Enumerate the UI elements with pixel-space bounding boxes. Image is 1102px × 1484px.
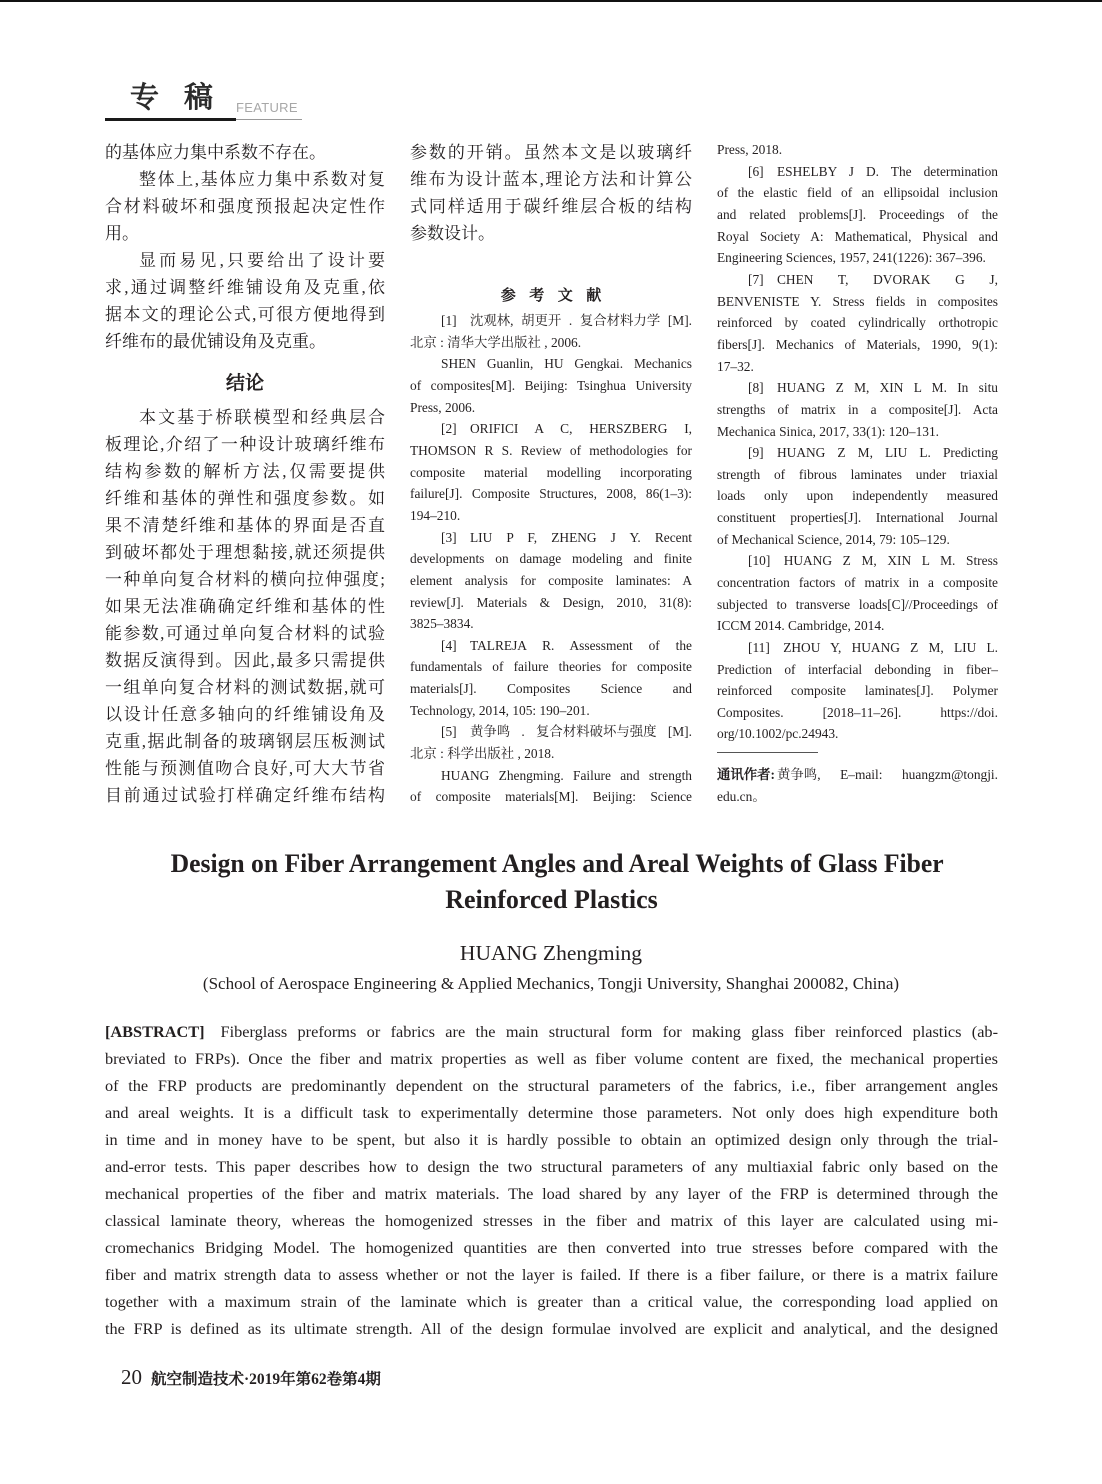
reference-line: [410, 332, 692, 354]
reference-entry: [410, 765, 692, 808]
line-text: Engineering Sciences, 1957, 241(1226): 367–396.: [717, 250, 986, 266]
text-line: [105, 220, 385, 247]
reference-line: [410, 613, 692, 635]
text-line: [105, 674, 385, 701]
line-text: loads only upon independently measured: [717, 488, 998, 504]
reference-line: [717, 572, 998, 594]
text-line: [105, 539, 385, 566]
text-column-left: [105, 139, 389, 809]
reference-line: [717, 464, 998, 486]
abstract-label: [ABSTRACT]: [105, 1021, 205, 1041]
line-text: edu.cn。: [717, 788, 766, 804]
journal-issue: 航空制造技术·2019年第62卷第4期: [151, 1371, 381, 1388]
line-text: 性能与预测值吻合良好,可大大节省: [105, 758, 387, 778]
reference-line: [410, 505, 692, 527]
line-text: HUANG Zhengming. Failure and strength: [441, 767, 692, 783]
reference-entry: [717, 637, 998, 745]
reference-line: [717, 507, 998, 529]
line-text: Press, 2006.: [410, 399, 476, 415]
text-line: [105, 485, 385, 512]
text-line: [105, 620, 385, 647]
line-text: 据本文的理论公式,可很方便地得到: [105, 304, 387, 324]
text-line: [105, 782, 385, 809]
text-line: [105, 458, 388, 485]
reference-line: [410, 570, 692, 592]
text-line: [105, 728, 385, 755]
abstract-line: [105, 1153, 998, 1180]
author-name: HUANG Zhengming: [459, 941, 643, 965]
reference-line: [717, 529, 998, 551]
line-text: 参数的开销。虽然本文是以玻璃纤: [410, 142, 694, 162]
reference-entry: [410, 635, 692, 722]
abstract-line: [105, 1288, 998, 1315]
line-text: 求,通过调整纤维铺设角及克重,依: [105, 277, 388, 297]
abstract-line: [105, 1180, 998, 1207]
line-text: and areal weights. It is a difficult task to experimentally determine those parameters. Not only does high expenditure both: [105, 1102, 998, 1122]
page-footer: [121, 1363, 381, 1394]
paragraph: [105, 166, 385, 247]
text-line: [105, 247, 389, 274]
line-text: breviated to FRPs). Once the fiber and matrix properties as well as fiber volume content are fixed, the mechanical properties: [105, 1048, 998, 1068]
line-text: [6] ESHELBY J D. The determination: [748, 163, 998, 179]
text-line: [105, 593, 385, 620]
abstract-line: [105, 1126, 998, 1153]
line-text: org/10.1002/pc.24943.: [717, 726, 839, 742]
abstract-line: [105, 1099, 998, 1126]
line-text: reinforced by coated cylindrically orthotropic: [717, 315, 998, 331]
reference-entry: [410, 353, 692, 418]
line-text: 目前通过试验打样确定纤维布结构: [105, 785, 387, 805]
text-line: [105, 166, 385, 193]
abstract-line: [105, 1072, 998, 1099]
text-line: [105, 274, 388, 301]
line-text: Technology, 2014, 105: 190–201.: [410, 702, 590, 718]
line-text: [7] CHEN T, DVORAK G J,: [748, 272, 998, 288]
reference-line: [410, 721, 692, 743]
text-line: [105, 701, 385, 728]
text-line: [105, 755, 385, 782]
line-text: 结构参数的解析方法,仅需要提供: [105, 461, 388, 481]
line-text: 北京 : 科学出版社 , 2018.: [410, 746, 555, 761]
line-text: 克重,据此制备的玻璃钢层压板测试: [105, 731, 387, 751]
line-text: Composites. [2018–11–26]. https://doi.: [717, 704, 998, 720]
abstract-line: [105, 1018, 998, 1045]
text-line: [410, 166, 692, 193]
corresponding-author-note: [717, 764, 998, 807]
reference-line: [717, 356, 998, 378]
line-text: strength of fibrous laminates under triaxial: [717, 466, 998, 482]
line-text: failure[J]. Composite Structures, 2008, 86(1–3):: [410, 486, 692, 502]
reference-line: [717, 182, 998, 204]
abstract-line: [105, 1315, 998, 1342]
line-text: [10] HUANG Z M, XIN L M. Stress: [748, 553, 998, 569]
line-text: ICCM 2014. Cambridge, 2014.: [717, 618, 885, 634]
section-label: 专稿: [130, 82, 239, 114]
line-text: 整体上,基体应力集中系数对复: [139, 169, 387, 189]
reference-entry: [717, 139, 998, 161]
references-heading: 参考文献: [500, 287, 615, 304]
reference-line: [717, 702, 998, 724]
reference-line: [410, 462, 692, 484]
section-label-english: FEATURE: [236, 100, 298, 115]
line-text: [11] ZHOU Y, HUANG Z M, LIU L.: [748, 639, 998, 655]
reference-line: [717, 421, 998, 443]
paragraph: [105, 247, 389, 355]
text-line: [105, 139, 385, 166]
reference-line: [410, 678, 692, 700]
reference-line: [410, 786, 692, 808]
section-label-rule: [236, 119, 302, 120]
line-text: review[J]. Materials & Design, 2010, 31(8):: [410, 594, 692, 610]
text-line: [410, 139, 692, 166]
line-text: of composite materials[M]. Beijing: Science: [410, 789, 692, 805]
line-text: 维布为设计蓝本,理论方法和计算公: [410, 169, 694, 189]
reference-line: [410, 375, 692, 397]
line-text: BENVENISTE Y. Stress fields in composites: [717, 293, 998, 309]
line-text: mechanical properties of the fiber and matrix materials. The load shared by any layer of the FRP is determined through the: [105, 1183, 998, 1203]
reference-line: [717, 139, 998, 161]
section-heading: 结论: [225, 372, 264, 394]
paragraph: [105, 139, 385, 166]
line-text: 纤维布的最优铺设角及克重。: [105, 331, 326, 351]
line-text: together with a maximum strain of the laminate which is greater than a critical value, the corresponding load applied on: [105, 1291, 998, 1311]
line-text: [3] LIU P F, ZHENG J Y. Recent: [441, 529, 692, 545]
reference-line: [410, 483, 692, 505]
reference-line: [410, 743, 692, 765]
reference-entry: [717, 161, 998, 269]
text-line: [410, 220, 692, 247]
line-text: 17–32.: [717, 358, 754, 374]
line-text: 板理论,介绍了一种设计玻璃纤维布: [105, 434, 387, 454]
section-label-bar: [105, 118, 236, 121]
line-text: 数据反演得到。因此,最多只需提供: [105, 650, 387, 670]
reference-line: [717, 312, 998, 334]
line-text: Press, 2018.: [717, 142, 783, 158]
text-line: [105, 566, 385, 593]
text-line: [105, 404, 388, 431]
reference-line: [717, 659, 998, 681]
line-text: [9] HUANG Z M, LIU L. Predicting: [748, 445, 998, 461]
reference-line: [410, 397, 692, 419]
reference-line: [717, 637, 998, 659]
line-text: of the elastic field of an ellipsoidal inclusion: [717, 185, 998, 201]
text-line: [717, 764, 998, 786]
line-text: materials[J]. Composites Science and: [410, 681, 692, 697]
reference-line: [717, 247, 998, 269]
line-text: the FRP is defined as its ultimate strength. All of the design formulae involved are explicit and analytical, and the designed: [105, 1318, 998, 1338]
reference-entry: [410, 418, 692, 526]
line-text: subjected to transverse loads[C]//Proceedings of: [717, 596, 998, 612]
line-text: 的基体应力集中系数不存在。: [105, 142, 326, 162]
text-line: [105, 193, 385, 220]
reference-line: [717, 615, 998, 637]
line-text: 果不清楚纤维和基体的界面是否直: [105, 515, 387, 535]
line-text: 参数设计。: [410, 223, 495, 243]
line-text: Prediction of interfacial debonding in fiber–: [717, 661, 998, 677]
reference-entry: [717, 550, 998, 637]
line-text: 能参数,可通过单向复合材料的试验: [105, 623, 387, 643]
line-text: element analysis for composite laminates: A: [410, 572, 692, 588]
line-text: strengths of matrix in a composite[J]. Acta: [717, 401, 998, 417]
line-text: Mechanica Sinica, 2017, 33(1): 120–131.: [717, 423, 940, 439]
line-text: SHEN Guanlin, HU Gengkai. Mechanics: [441, 356, 692, 372]
line-text: [4] TALREJA R. Assessment of the: [441, 637, 692, 653]
line-text: composite material modelling incorporating: [410, 464, 692, 480]
line-text: in time and in money have to be spent, but also it is hardly possible to obtain an optimized design only through the trial-: [105, 1129, 998, 1149]
line-text: reinforced composite laminates[J]. Polymer: [717, 683, 998, 699]
reference-line: [410, 635, 692, 657]
text-column-right: [717, 139, 998, 807]
reference-line: [717, 291, 998, 313]
reference-line: [717, 723, 998, 745]
reference-line: [717, 442, 998, 464]
line-text: 纤维和基体的弹性和强度参数。如: [105, 488, 387, 508]
text-line: [410, 193, 692, 220]
reference-line: [410, 418, 692, 440]
line-text: developments on damage modeling and finite: [410, 551, 692, 567]
reference-line: [717, 680, 998, 702]
line-text: Royal Society A: Mathematical, Physical and: [717, 228, 998, 244]
line-text: fiber and matrix strength data to assess whether or not the layer is failed. If there is a fiber failure, or there is a matrix failure: [105, 1264, 998, 1284]
paragraph: [410, 139, 692, 247]
reference-line: [410, 765, 692, 787]
reference-line: [410, 548, 692, 570]
reference-line: [410, 592, 692, 614]
line-text: 如果无法准确确定纤维和基体的性: [105, 596, 387, 616]
reference-entry: [410, 721, 692, 764]
line-text: fibers[J]. Mechanics of Materials, 1990, 9(1):: [717, 336, 998, 352]
english-title: [165, 846, 944, 918]
line-text: [8] HUANG Z M, XIN L M. In situ: [748, 380, 998, 396]
line-text: 一种单向复合材料的横向拉伸强度;: [105, 569, 387, 589]
text-line: [717, 786, 998, 808]
line-text: 北京 : 清华大学出版社 , 2006.: [410, 334, 582, 350]
author-affiliation: (School of Aerospace Engineering & Applied Mechanics, Tongji University, Shanghai 200082, China): [202, 974, 900, 993]
abstract-line: [105, 1207, 998, 1234]
line-text: Fiberglass preforms or fabrics are the main structural form for making glass fiber reinforced plastics (ab-: [220, 1021, 998, 1041]
abstract-line: [105, 1234, 998, 1261]
line-text: 用。: [105, 223, 139, 243]
line-text: 合材料破坏和强度预报起决定性作: [105, 196, 387, 216]
reference-line: [717, 161, 998, 183]
line-text: of Mechanical Science, 2014, 79: 105–129.: [717, 531, 950, 547]
page-number: 20: [121, 1365, 142, 1389]
line-text: concentration factors of matrix in a composite: [717, 575, 998, 590]
line-text: and-error tests. This paper describes how to design the two structural parameters of any multiaxial fabric only based on the: [105, 1156, 998, 1176]
reference-line: [410, 700, 692, 722]
line-text: of composites[M]. Beijing: Tsinghua University: [410, 378, 692, 394]
top-border-line: [0, 0, 1102, 2]
note-label: 通讯作者:: [717, 767, 776, 783]
reference-entry: [717, 442, 998, 550]
abstract: [105, 1018, 998, 1342]
text-line: [105, 431, 385, 458]
text-line: [105, 647, 385, 674]
title-line: Reinforced Plastics: [445, 885, 658, 914]
line-text: 到破坏都处于理想黏接,就还须提供: [105, 542, 387, 562]
reference-entry: [717, 269, 998, 377]
reference-line: [717, 485, 998, 507]
reference-line: [410, 310, 692, 332]
line-text: 194–210.: [410, 507, 461, 523]
reference-entry: [410, 527, 692, 635]
reference-line: [410, 656, 692, 678]
line-text: of the FRP products are predominantly dependent on the structural parameters of the fabrics, i.e., fiber arrangement angles: [105, 1075, 998, 1095]
line-text: 一组单向复合材料的测试数据,就可: [105, 677, 387, 697]
line-text: 式同样适用于碳纤维层合板的结构: [410, 196, 694, 216]
reference-line: [410, 353, 692, 375]
line-text: cromechanics Bridging Model. The homogenized quantities are then converted into true stresses before compared with the: [105, 1237, 998, 1257]
reference-line: [410, 440, 692, 462]
line-text: fundamentals of failure theories for composite: [410, 659, 692, 675]
line-text: [5] 黄争鸣 . 复合材料破坏与强度 [M].: [441, 724, 692, 740]
reference-line: [717, 550, 998, 572]
line-text: constituent properties[J]. International Journal: [717, 510, 998, 526]
line-text: 3825–3834.: [410, 616, 474, 632]
line-text: THOMSON R S. Review of methodologies for: [410, 443, 692, 459]
line-text: [2] ORIFICI A C, HERSZBERG I,: [441, 421, 692, 437]
reference-line: [717, 226, 998, 248]
line-text: classical laminate theory, whereas the homogenized stresses in the fiber and matrix of this layer are calculated using mi-: [105, 1210, 998, 1230]
abstract-line: [105, 1261, 998, 1288]
reference-entry: [410, 310, 692, 353]
line-text: [1] 沈观林, 胡更开 . 复合材料力学 [M].: [441, 313, 692, 329]
line-text: 以设计任意多轴向的纤维铺设角及: [105, 704, 387, 724]
text-line: [105, 301, 385, 328]
reference-line: [717, 377, 998, 399]
text-column-middle: [410, 139, 692, 808]
reference-line: [717, 269, 998, 291]
paragraph: [105, 404, 388, 809]
text-line: [105, 512, 385, 539]
footnote-separator-rule: [717, 752, 818, 753]
title-line: Design on Fiber Arrangement Angles and Areal Weights of Glass Fiber: [170, 849, 944, 878]
abstract-line: [105, 1045, 998, 1072]
text-line: [105, 328, 385, 355]
line-text: 显而易见,只要给出了设计要: [139, 250, 389, 270]
reference-line: [717, 594, 998, 616]
line-text: 本文基于桥联模型和经典层合: [139, 407, 388, 427]
reference-line: [717, 399, 998, 421]
reference-line: [410, 527, 692, 549]
reference-entry: [717, 377, 998, 442]
reference-line: [717, 204, 998, 226]
line-text: and related problems[J]. Proceedings of the: [717, 207, 998, 223]
reference-line: [717, 334, 998, 356]
line-text: 黄争鸣, E–mail: huangzm@tongji.: [777, 767, 998, 783]
